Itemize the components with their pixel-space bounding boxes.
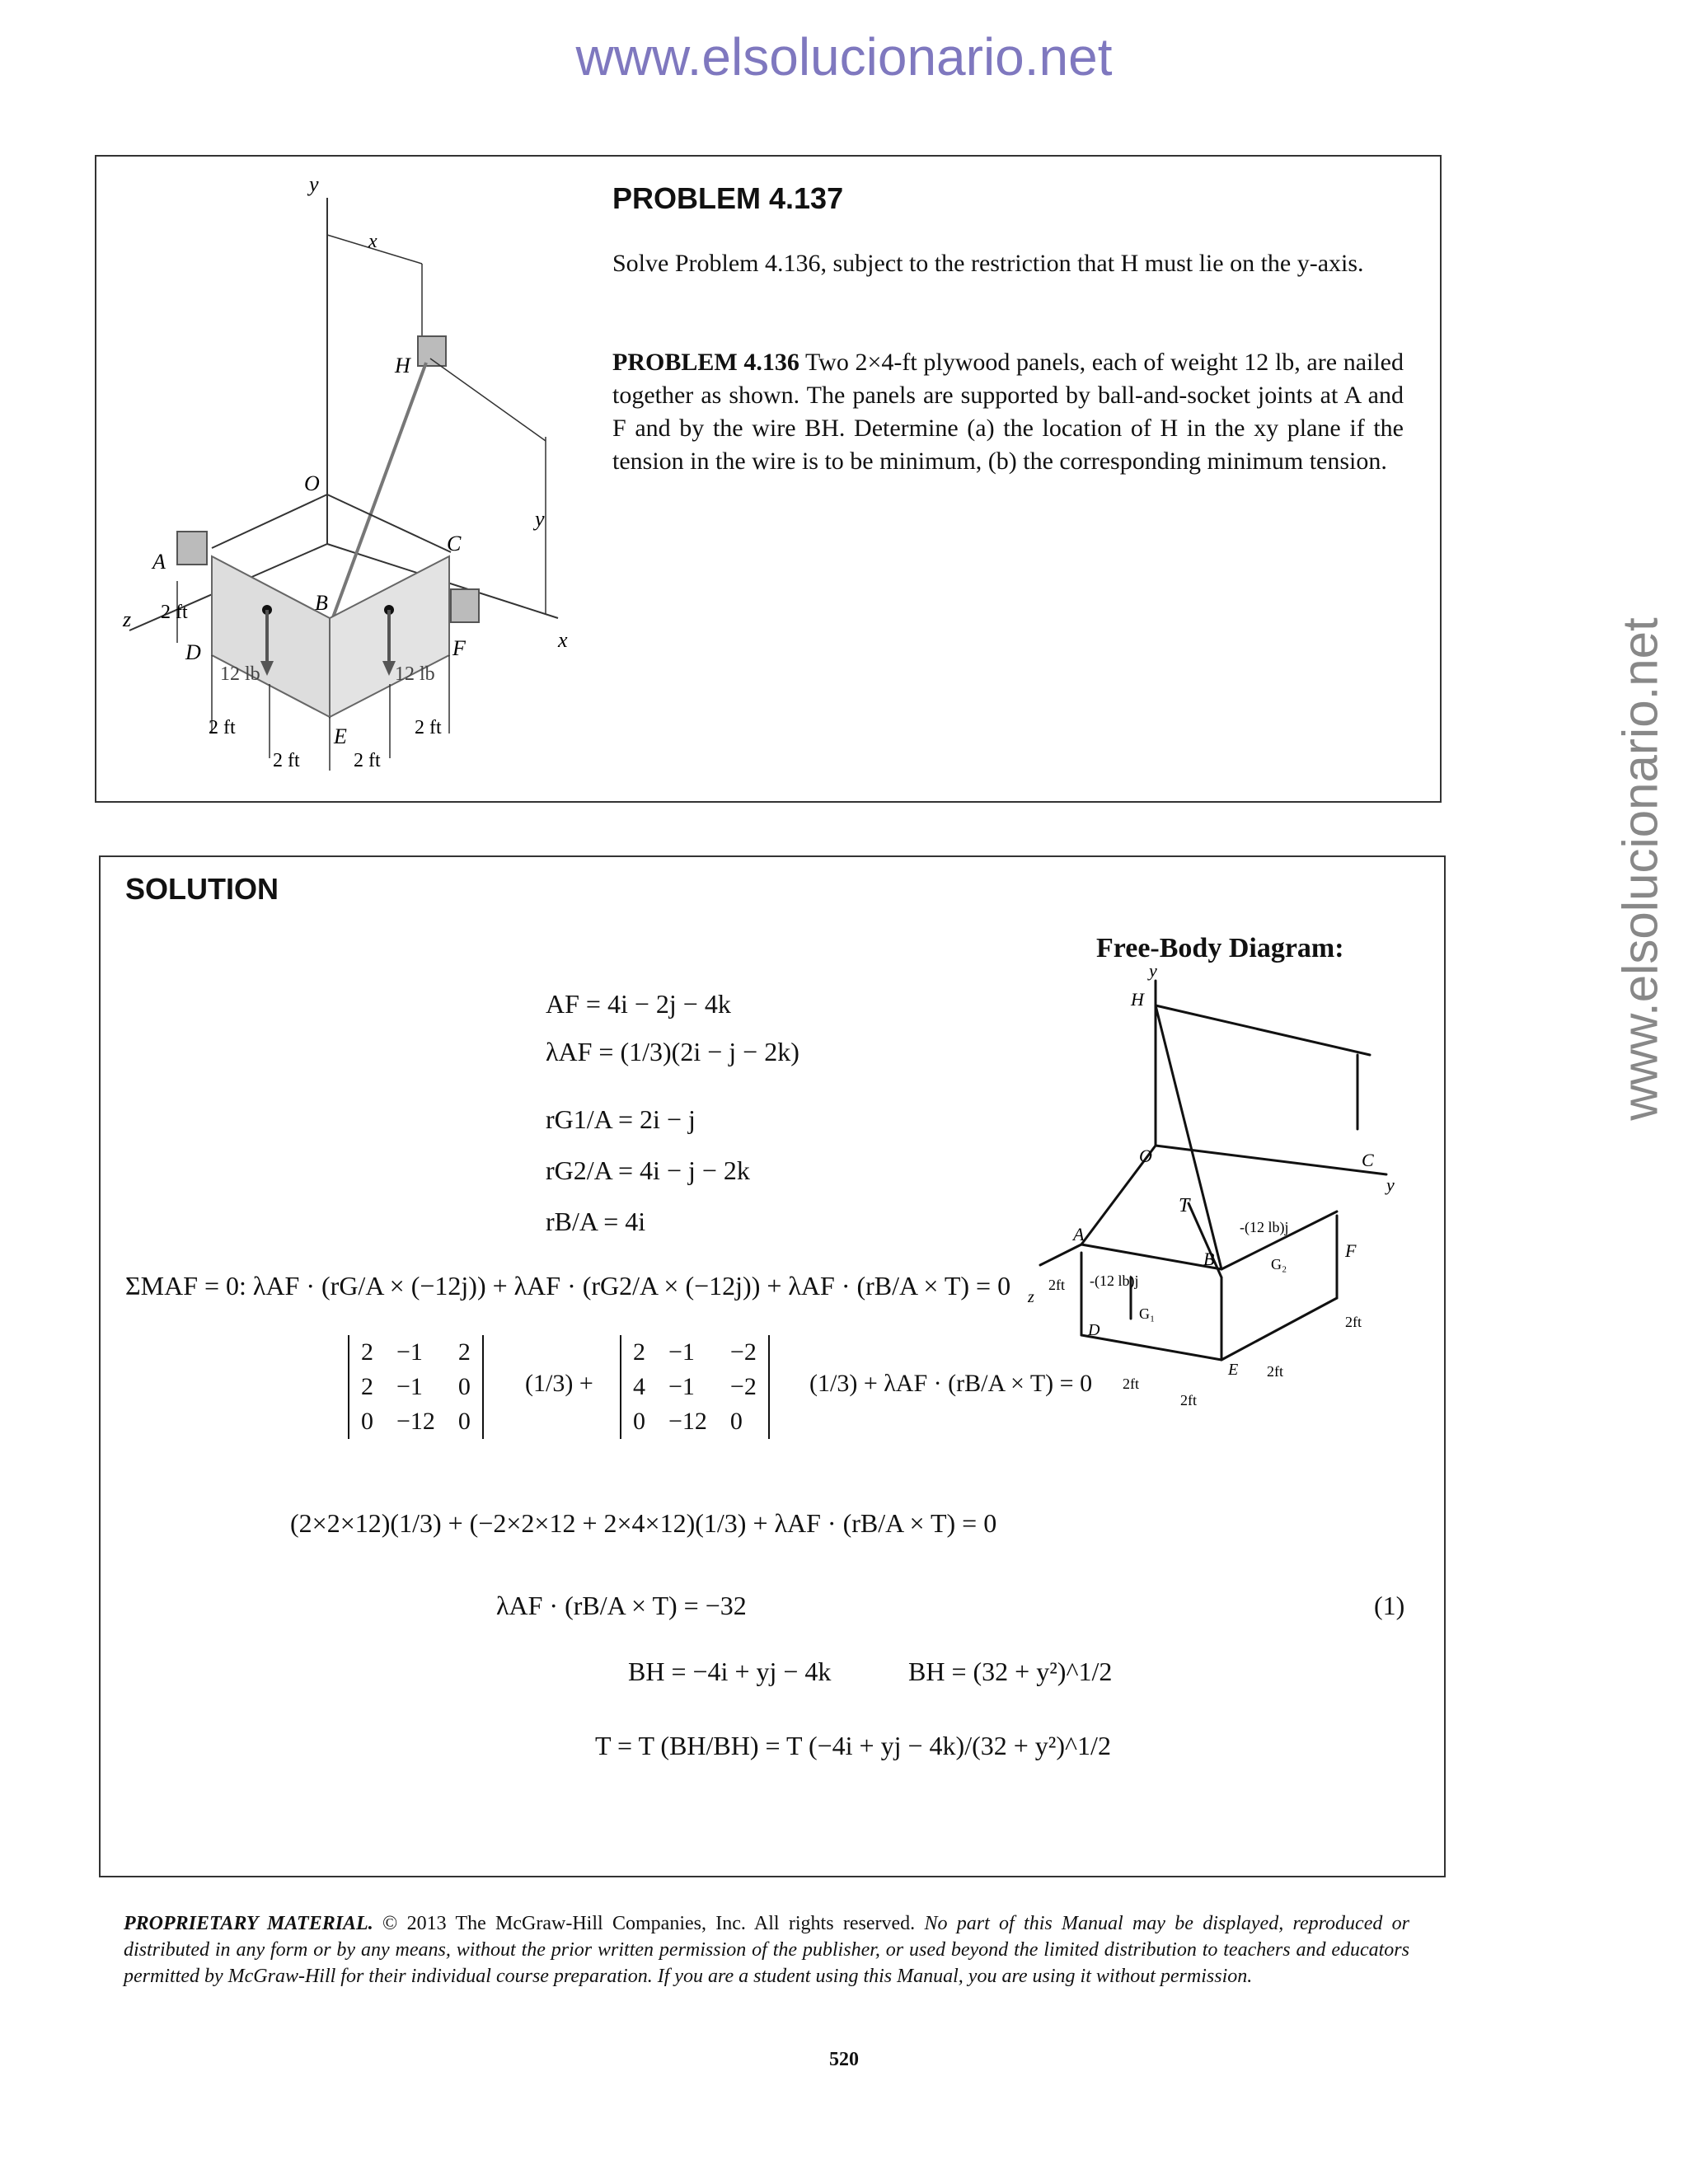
fig-A-label: A [152, 550, 166, 574]
fig-dim-2ft-1: 2 ft [209, 717, 236, 738]
det2-cell: −2 [729, 1373, 757, 1400]
fbd-z-label: z [1028, 1288, 1034, 1306]
eq-r-ba: rB/A = 4i [546, 1207, 646, 1236]
det2-cell: 0 [633, 1408, 645, 1435]
det2-cell: −1 [668, 1338, 695, 1366]
det1-cell: −1 [396, 1338, 423, 1366]
fbd-E-label: E [1228, 1361, 1239, 1379]
fbd-H-label: H [1131, 989, 1144, 1010]
fbd-C-label: C [1362, 1150, 1374, 1170]
fig-D-label: D [185, 640, 201, 664]
eq-bh: BH = −4i + yj − 4k [628, 1657, 832, 1686]
fbd-B-label: B [1203, 1249, 1215, 1269]
eq-result-number: (1) [1374, 1591, 1405, 1620]
fig-weight-1: 12 lb [220, 663, 260, 685]
det-frac-plus: (1/3) + [525, 1370, 593, 1397]
fig-z-label: z [123, 607, 132, 631]
fig-dim-2ft-3: 2 ft [354, 750, 381, 771]
eq-r-g1a: rG1/A = 2i − j [546, 1104, 696, 1134]
fig-x-label: x [558, 628, 568, 652]
fig-O-label: O [304, 471, 320, 495]
solution-box [99, 855, 1446, 1877]
watermark-top: www.elsolucionario.net [575, 27, 1113, 87]
problem-reference [612, 346, 1404, 478]
det2-cell: −12 [668, 1408, 707, 1435]
fig-B-label: B [315, 591, 328, 615]
fbd-dim-4: 2ft [1267, 1363, 1283, 1380]
det2-cell: −1 [668, 1373, 695, 1400]
fig-y-dim: y [535, 507, 545, 531]
det2-cell: 2 [633, 1338, 645, 1366]
fbd-T-label: T [1179, 1195, 1190, 1216]
determinant-2 [620, 1335, 770, 1439]
fbd-F-label: F [1345, 1240, 1357, 1261]
det1-cell: 0 [457, 1373, 471, 1400]
det2-cell: −2 [729, 1338, 757, 1366]
fbd-A-label: A [1073, 1224, 1085, 1244]
eq-lambda-af: λAF = (1/3)(2i − j − 2k) [546, 1037, 799, 1066]
watermark-side-text: www.elsolucionario.net [1612, 617, 1668, 1121]
fbd-G2-label: G₂ [1271, 1256, 1287, 1272]
problem-box [95, 155, 1442, 803]
fig-dim-2ft-4: 2 ft [415, 717, 442, 738]
fig-C-label: C [447, 532, 462, 555]
problem-reference-label: PROBLEM 4.136 [612, 349, 799, 376]
eq-r-g2a: rG2/A = 4i − j − 2k [546, 1155, 750, 1185]
fbd-O-label: O [1139, 1146, 1152, 1166]
det-tail: (1/3) + λAF · (rB/A × T) = 0 [809, 1370, 1093, 1397]
det1-cell: 0 [457, 1408, 471, 1435]
fbd-weight2-label: -(12 lb)j [1240, 1219, 1289, 1235]
fig-dim-x: x [368, 231, 377, 252]
fbd-y-label: y [1149, 960, 1157, 981]
fbd-y-axis-label: y [1386, 1174, 1395, 1195]
det1-cell: −1 [396, 1373, 423, 1400]
solution-title: SOLUTION [125, 872, 279, 906]
eq-expand: (2×2×12)(1/3) + (−2×2×12 + 2×4×12)(1/3) + λAF · (rB/A × T) = 0 [290, 1508, 997, 1538]
eq-result: λAF · (rB/A × T) = −32 [496, 1591, 747, 1620]
fbd-D-label: D [1088, 1321, 1100, 1339]
eq-sum-moment: ΣMAF = 0: λAF · (rG/A × (−12j)) + λAF · (rG2/A × (−12j)) + λAF · (rB/A × T) = 0 [125, 1271, 1011, 1301]
determinant-row [348, 1335, 1106, 1459]
eq-bh-mag: BH = (32 + y²)^1/2 [908, 1657, 1113, 1686]
fig-H-label: H [395, 354, 410, 377]
footer-copyright [124, 1910, 1409, 1990]
fbd-label: Free-Body Diagram: [1096, 933, 1344, 963]
det2-cell: 4 [633, 1373, 645, 1400]
fbd-figure [1024, 960, 1419, 1434]
problem-title: PROBLEM 4.137 [612, 181, 844, 215]
fbd-dim-2: 2ft [1123, 1376, 1139, 1392]
fig-E-label: E [334, 724, 347, 748]
fig-F-label: F [452, 636, 466, 660]
det2-cell: 0 [729, 1408, 743, 1435]
fbd-dim-3: 2ft [1180, 1392, 1197, 1408]
eq-af: AF = 4i − 2j − 4k [546, 989, 731, 1019]
fbd-dim-1: 2ft [1048, 1277, 1065, 1293]
det1-cell: 2 [457, 1338, 471, 1366]
det1-cell: 2 [361, 1373, 373, 1400]
footer-copyright-text: © 2013 The McGraw-Hill Companies, Inc. All rights reserved. [382, 1913, 916, 1934]
eq-tension: T = T (BH/BH) = T (−4i + yj − 4k)/(32 + y²)^1/2 [595, 1731, 1111, 1760]
fbd-G1-label: G₁ [1139, 1305, 1156, 1322]
fbd-weight1-label: -(12 lb)j [1090, 1272, 1139, 1289]
footer-notice: No part of this Manual may be displayed, reproduced or distributed in any form or by any means, without the prior written permission of the publisher, or used beyond the limited distribution to teachers and educators permitted by McGraw-Hill for their individual course preparation. If you are a student using this Manual, you are using it without permission. [124, 1913, 1409, 1987]
footer-lead: PROPRIETARY MATERIAL. [124, 1913, 373, 1934]
fig-dim-2ft-2: 2 ft [273, 750, 300, 771]
problem-reference-text: Two 2×4-ft plywood panels, each of weight 12 lb, are nailed together as shown. The panels are supported by ball-and-socket joints at A and F and by the wire BH. Determine (a) the location of H in the xy plane if the tension in the wire is to be minimum, (b) the corresponding minimum tension. [612, 349, 1404, 475]
det1-cell: 0 [361, 1408, 373, 1435]
fig-dim-2ft-vertical: 2 ft [161, 602, 188, 623]
det-tail-text: + λAF · (rB/A × T) = 0 [863, 1370, 1093, 1397]
fig-y-label: y [309, 172, 319, 196]
fig-weight-2: 12 lb [395, 663, 435, 685]
det1-cell: 2 [361, 1338, 373, 1366]
problem-statement: Solve Problem 4.136, subject to the restriction that H must lie on the y-axis. [612, 250, 1364, 277]
det1-cell: −12 [396, 1408, 435, 1435]
page-number: 520 [829, 2049, 859, 2070]
fbd-dim-5: 2ft [1345, 1314, 1362, 1330]
problem-figure [96, 157, 607, 783]
determinant-1 [348, 1335, 484, 1439]
